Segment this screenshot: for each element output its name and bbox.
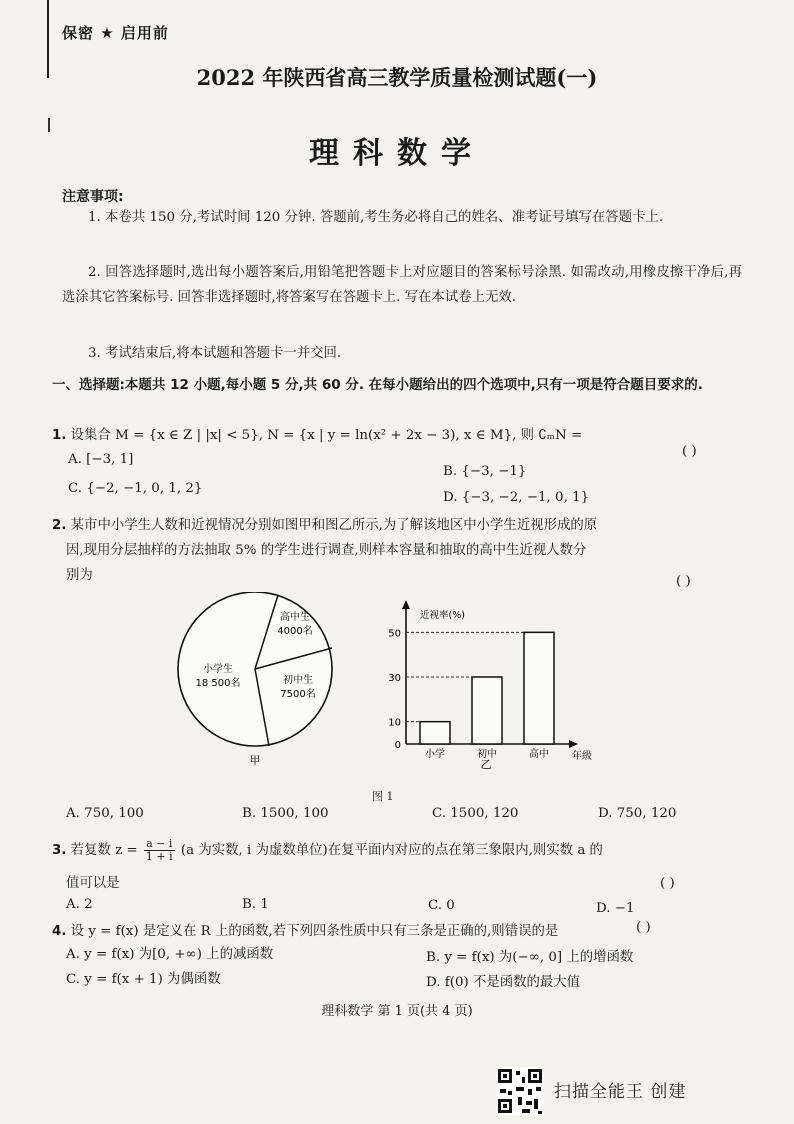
option-b: B. 1500, 100	[242, 806, 329, 821]
y-axis-label: 近视率(%)	[420, 610, 465, 621]
option-b: B. {−3, −1}	[443, 464, 527, 479]
section-heading: 一、选择题:本题共 12 小题,每小题 5 分,共 60 分. 在每小题给出的四个选项中,只有一项是符合题目要求的.	[52, 377, 703, 393]
option-c: C. 0	[428, 898, 455, 913]
notice-heading: 注意事项:	[62, 189, 124, 205]
slice-name-primary: 小学生	[203, 664, 233, 675]
fraction-denominator: 1 + i	[145, 850, 173, 863]
subject-title: 理科数学	[309, 136, 485, 171]
bar	[420, 722, 450, 744]
question-number: 1.	[52, 428, 67, 443]
question-3	[52, 838, 752, 863]
question-2	[52, 514, 742, 533]
secret-label: 保密 ★ 启用前	[62, 24, 169, 42]
page-footer: 理科数学 第 1 页(共 4 页)	[321, 1004, 473, 1019]
answer-paren: ( )	[660, 876, 675, 891]
bar-chart	[376, 596, 616, 774]
option-d: D. −1	[596, 901, 635, 916]
slice-count-primary: 18 500名	[195, 678, 241, 689]
answer-paren: ( )	[682, 444, 697, 459]
slice-count-high: 4000名	[277, 626, 313, 637]
option-b: B. y = f(x) 为(−∞, 0] 上的增函数	[426, 950, 634, 965]
bar	[472, 677, 502, 744]
question-stem-line2: 因,现用分层抽样的方法抽取 5% 的学生进行调查,则样本容量和抽取的高中生近视人数分	[66, 543, 587, 558]
bar	[524, 632, 554, 744]
question-stem-line3: 别为	[66, 568, 93, 583]
option-a: A. 2	[66, 897, 93, 912]
pie-chart	[150, 592, 370, 772]
question-number: 3.	[52, 843, 67, 858]
x-tick-label: 高中	[529, 749, 549, 760]
question-stem-line2: 值可以是	[66, 876, 120, 891]
chart-title: 乙	[480, 758, 492, 771]
option-d: D. {−3, −2, −1, 0, 1}	[443, 490, 590, 505]
y-tick-label: 0	[394, 740, 401, 751]
option-b: B. 1	[242, 897, 269, 912]
question-number: 4.	[52, 924, 67, 939]
option-a: A. y = f(x) 为[0, +∞) 上的减函数	[66, 947, 274, 962]
option-c: C. 1500, 120	[432, 806, 519, 821]
y-tick-label: 30	[388, 673, 401, 684]
question-stem-pre: 若复数 z =	[70, 843, 138, 858]
question-stem: 设 y = f(x) 是定义在 R 上的函数,若下列四条性质中只有三条是正确的,则错误的是	[70, 924, 559, 939]
y-tick-label: 10	[388, 717, 401, 729]
qr-code-icon	[496, 1067, 544, 1115]
question-stem-post: (a 为实数, i 为虚数单位)在复平面内对应的点在第三象限内,则实数 a 的	[180, 843, 603, 858]
x-axis-arrow	[569, 740, 578, 748]
y-axis-arrow	[402, 600, 410, 609]
question-number: 2.	[52, 518, 67, 533]
notice-item-1: 1. 本卷共 150 分,考试时间 120 分钟. 答题前,考生务必将自己的姓名、准考证号填写在答题卡上.	[88, 210, 664, 225]
answer-paren: ( )	[636, 920, 651, 935]
exam-title: 2022 年陕西省高三教学质量检测试题(一)	[196, 65, 598, 90]
question-stem-line1: 某市中小学生人数和近视情况分别如图甲和图乙所示,为了解该地区中小学生近视形成的原	[70, 518, 598, 533]
notice-item-3: 3. 考试结束后,将本试题和答题卡一并交回.	[88, 346, 342, 361]
option-c: C. {−2, −1, 0, 1, 2}	[68, 481, 203, 496]
x-axis-label: 年级	[572, 751, 592, 762]
question-1	[52, 424, 692, 443]
pie-label: 甲	[249, 754, 261, 767]
option-d: D. f(0) 不是函数的最大值	[426, 975, 581, 990]
question-stem: 设集合 M = {x ∈ Z | |x| < 5}, N = {x | y = ln(x² + 2x − 3), x ∈ M}, 则 ∁ₘN =	[70, 428, 583, 443]
slice-name-high: 高中生	[280, 612, 310, 623]
y-tick-label: 50	[388, 628, 401, 640]
figure-caption: 图 1	[372, 790, 394, 803]
option-a: A. 750, 100	[66, 806, 144, 821]
fraction-numerator: a − i	[144, 838, 175, 851]
option-c: C. y = f(x + 1) 为偶函数	[66, 972, 221, 987]
x-tick-label: 初中	[477, 749, 497, 760]
scanner-watermark: 扫描全能王 创建	[554, 1082, 687, 1102]
slice-count-middle: 7500名	[280, 689, 316, 700]
answer-paren: ( )	[676, 574, 691, 589]
x-tick-label: 小学	[425, 749, 445, 760]
question-4	[52, 920, 692, 939]
option-d: D. 750, 120	[598, 806, 677, 821]
notice-item-2: 2. 回答选择题时,选出每小题答案后,用铅笔把答题卡上对应题目的答案标号涂黑. 如需改动,用橡皮擦干净后,再选涂其它答案标号. 回答非选择题时,将答案写在答题卡上. 写在本试卷上无效.	[62, 265, 742, 305]
slice-name-middle: 初中生	[283, 675, 313, 686]
fraction	[144, 838, 175, 863]
option-a: A. [−3, 1]	[68, 452, 134, 467]
